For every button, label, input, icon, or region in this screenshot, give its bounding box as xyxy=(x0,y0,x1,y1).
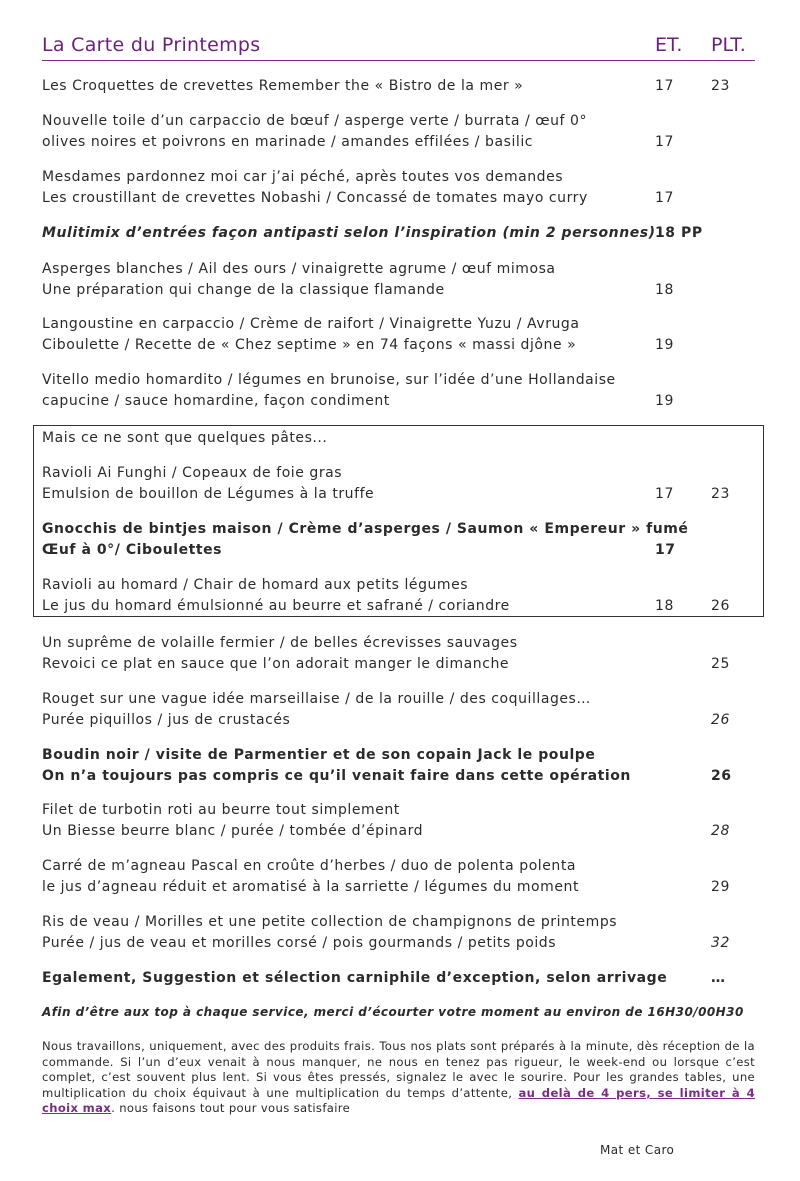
dish-line: Mulitimix d’entrées façon antipasti selon l’inspiration (min 2 personnes) xyxy=(42,225,656,241)
menu-item xyxy=(42,223,755,244)
menu-item xyxy=(42,689,755,730)
dish-line: Ciboulette / Recette de « Chez septime » en 74 façons « massi djône » xyxy=(42,336,577,353)
dish-line: Mesdames pardonnez moi car j’ai péché, après toutes vos demandes xyxy=(42,169,564,185)
dish-line: Emulsion de bouillon de Légumes à la truffe xyxy=(42,485,375,502)
dish-line: Nouvelle toile d’un carpaccio de bœuf / asperge verte / burrata / œuf 0° xyxy=(42,113,588,129)
price-plat: 23 xyxy=(711,485,730,502)
price-entree: 18 PP xyxy=(655,225,703,241)
col-header-plat: PLT. xyxy=(711,34,746,56)
price-entree: 17 xyxy=(655,78,674,94)
menu-item xyxy=(42,259,755,300)
dish-line: Revoici ce plat en sauce que l’on adorait manger le dimanche xyxy=(42,655,510,672)
dish-line: Purée / jus de veau et morilles corsé / pois gourmands / petits poids xyxy=(42,934,557,951)
menu-item xyxy=(42,463,755,504)
dish-line: Langoustine en carpaccio / Crème de raifort / Vinaigrette Yuzu / Avruga xyxy=(42,316,580,332)
menu-title: La Carte du Printemps xyxy=(42,34,261,56)
info-text-end: . nous faisons tout pour vous satisfaire xyxy=(111,1101,351,1116)
price-entree: 19 xyxy=(655,392,674,409)
menu-item xyxy=(42,912,755,953)
menu-item xyxy=(42,575,755,616)
price-plat: 26 xyxy=(711,711,730,728)
col-header-entree: ET. xyxy=(655,34,683,56)
dish-line: Ris de veau / Morilles et une petite collection de champignons de printemps xyxy=(42,914,618,930)
menu-item xyxy=(42,800,755,841)
dish-line: le jus d’agneau réduit et aromatisé à la sarriette / légumes du moment xyxy=(42,878,579,895)
dish-line: Gnocchis de bintjes maison / Crème d’asperges / Saumon « Empereur » fumé xyxy=(42,521,689,537)
price-plat: 26 xyxy=(711,597,730,614)
dish-line: Purée piquillos / jus de crustacés xyxy=(42,711,291,728)
dish-line: olives noires et poivrons en marinade / amandes effilées / basilic xyxy=(42,133,534,150)
menu-item xyxy=(42,314,755,355)
dish-line: Ravioli Ai Funghi / Copeaux de foie gras xyxy=(42,465,343,481)
menu-item xyxy=(42,745,755,786)
dish-line: Boudin noir / visite de Parmentier et de son copain Jack le poulpe xyxy=(42,747,596,763)
price-entree: 17 xyxy=(655,485,674,502)
info-paragraph xyxy=(42,1039,755,1117)
menu-item xyxy=(42,111,755,152)
price-plat: … xyxy=(711,970,726,986)
price-plat: 32 xyxy=(711,934,730,951)
menu-item xyxy=(42,167,755,208)
price-entree: 19 xyxy=(655,336,674,353)
menu-item xyxy=(42,856,755,897)
price-entree: 17 xyxy=(655,541,676,558)
dish-line: On n’a toujours pas compris ce qu’il venait faire dans cette opération xyxy=(42,767,631,784)
signature: Mat et Caro xyxy=(600,1143,675,1157)
price-plat: 26 xyxy=(711,767,732,784)
dish-line: Une préparation qui change de la classique flamande xyxy=(42,281,445,298)
section-heading: Mais ce ne sont que quelques pâtes... xyxy=(42,430,328,446)
dish-line: Un suprême de volaille fermier / de belles écrevisses sauvages xyxy=(42,635,518,651)
dish-line: Vitello medio homardito / légumes en brunoise, sur l’idée d’une Hollandaise xyxy=(42,372,616,388)
dish-line: Carré de m’agneau Pascal en croûte d’herbes / duo de polenta polenta xyxy=(42,858,577,874)
menu-item xyxy=(42,370,755,411)
dish-line: Le jus du homard émulsionné au beurre et safrané / coriandre xyxy=(42,597,510,614)
dish-line: Egalement, Suggestion et sélection carniphile d’exception, selon arrivage xyxy=(42,970,668,986)
price-entree: 17 xyxy=(655,133,674,150)
service-time-notice: Afin d’être aux top à chaque service, merci d’écourter votre moment au environ de 16H30/00H30 xyxy=(42,1005,744,1019)
menu-item xyxy=(42,968,755,989)
price-plat: 23 xyxy=(711,78,730,94)
pasta-section-heading xyxy=(42,428,755,449)
dish-line: Un Biesse beurre blanc / purée / tombée d’épinard xyxy=(42,822,424,839)
dish-line: Rouget sur une vague idée marseillaise / de la rouille / des coquillages… xyxy=(42,691,591,707)
menu-item xyxy=(42,519,755,560)
info-text: Nous travaillons, uniquement, avec des produits frais. Tous nos plats sont préparés à la minute, dès réception de la commande. Si l’un d’eux venait à nous manquer, ne nous en tenez pas rigueur, le week-end ou lorsque c’est complet, c’est souvent plus lent. Si vous êtes pressés, signalez le avec le sourire. Pour les grandes tables, une multiplication du choix équivaut à une multiplication du temps d’attente, xyxy=(42,1039,755,1100)
price-plat: 25 xyxy=(711,655,730,672)
menu-item xyxy=(42,76,755,97)
price-entree: 18 xyxy=(655,597,674,614)
price-entree: 18 xyxy=(655,281,674,298)
dish-line: Œuf à 0°/ Ciboulettes xyxy=(42,541,223,558)
dish-line: Les Croquettes de crevettes Remember the « Bistro de la mer » xyxy=(42,78,524,94)
dish-line: Les croustillant de crevettes Nobashi / Concassé de tomates mayo curry xyxy=(42,189,588,206)
price-plat: 28 xyxy=(711,822,730,839)
dish-line: Ravioli au homard / Chair de homard aux petits légumes xyxy=(42,577,469,593)
menu-item xyxy=(42,633,755,674)
menu-header xyxy=(42,34,755,61)
max-choice-note: au delà de 4 pers, se limiter à 4 choix max xyxy=(42,1085,755,1116)
dish-line: capucine / sauce homardine, façon condiment xyxy=(42,392,390,409)
price-entree: 17 xyxy=(655,189,674,206)
dish-line: Filet de turbotin roti au beurre tout simplement xyxy=(42,802,400,818)
dish-line: Asperges blanches / Ail des ours / vinaigrette agrume / œuf mimosa xyxy=(42,261,556,277)
price-plat: 29 xyxy=(711,878,730,895)
